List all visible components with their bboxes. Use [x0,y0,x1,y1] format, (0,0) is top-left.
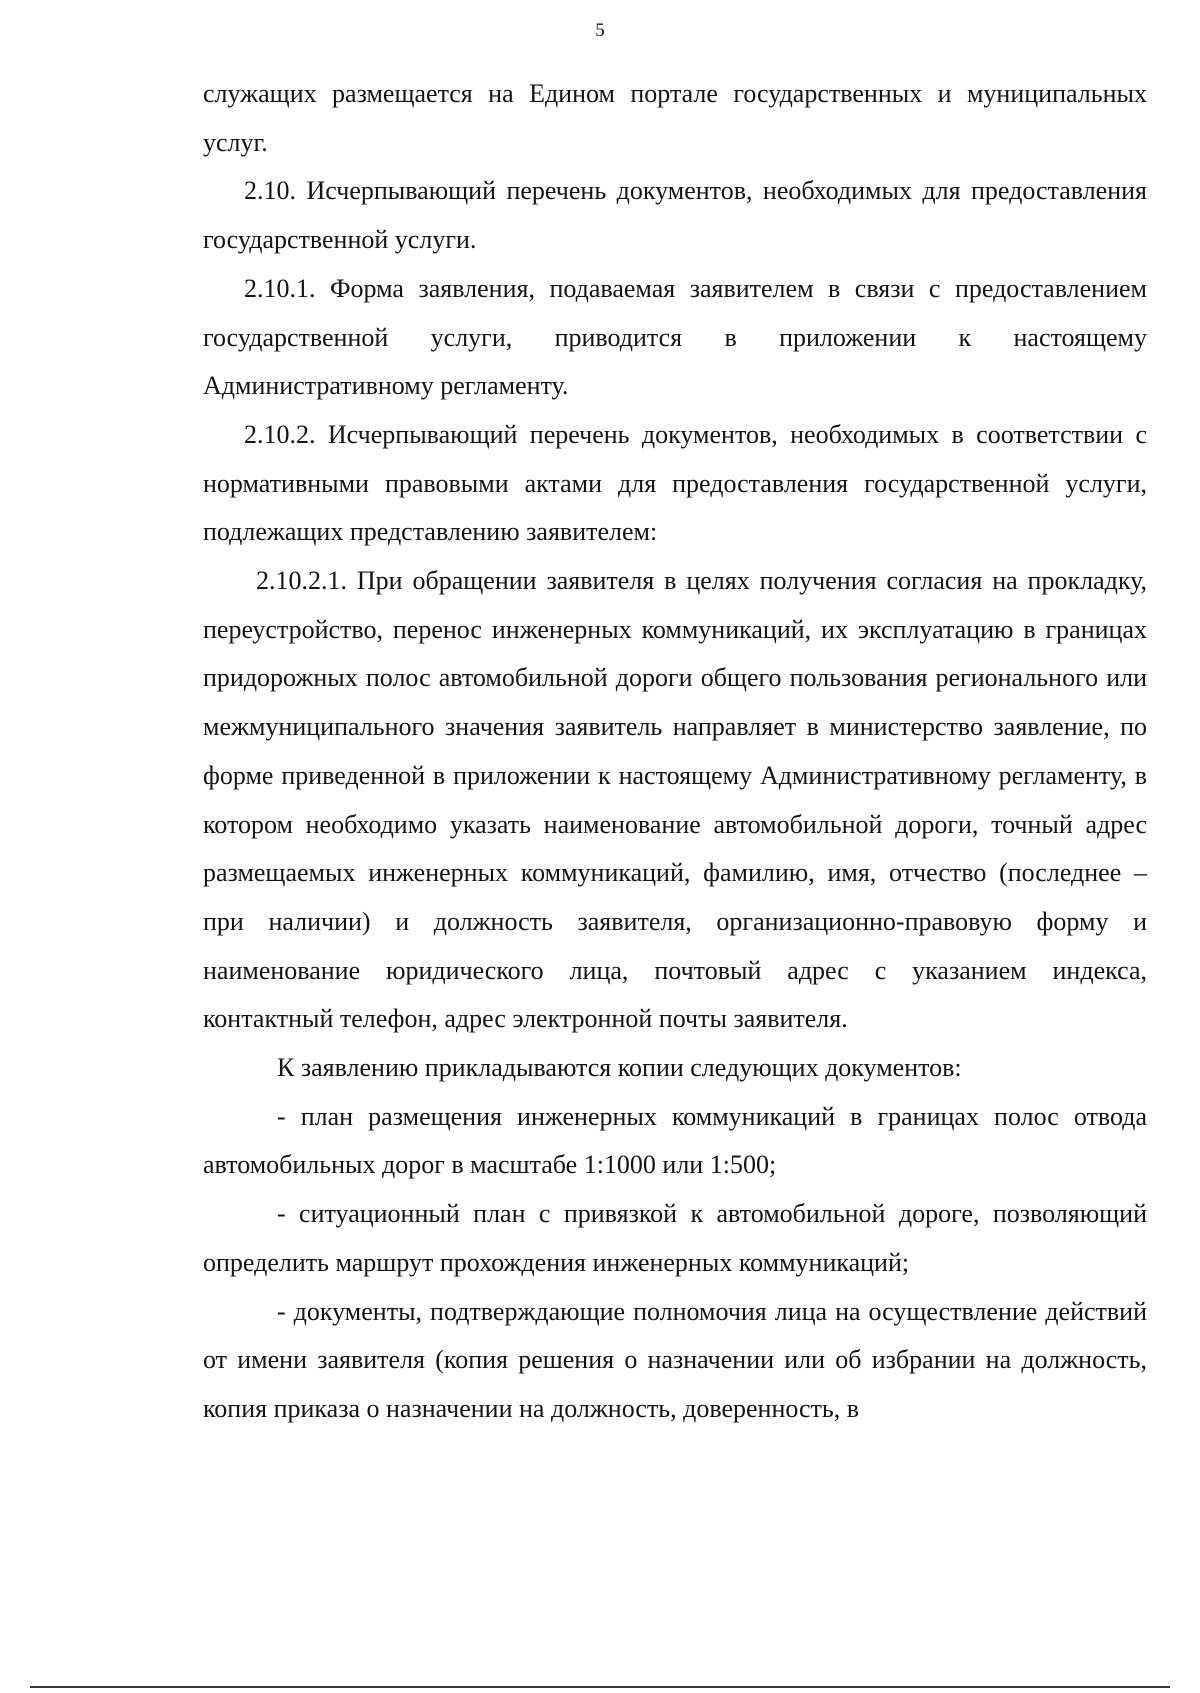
page-number: 5 [595,20,605,41]
document-body [203,70,1147,1434]
bottom-rule [30,1686,1170,1688]
paragraph-2-10: 2.10. Исчерпывающий перечень документов, необходимых для предоставления государственной услуги. [203,176,1147,255]
list-item-situational-plan: - ситуационный план с привязкой к автомобильной дороге, позволяющий определить маршрут прохождения инженерных коммуникаций; [203,1199,1147,1277]
paragraph-2-10-2-1: 2.10.2.1. При обращении заявителя в целях получения согласия на прокладку, переустройство, перенос инженерных коммуникаций, их эксплуатацию в границах придорожных полос автомобильной дороги общего пользования регионального или межмуниципального значения заявитель направляет в министерство заявление, по форме приведенной в приложении к настоящему Административному регламенту, в котором необходимо указать наименование автомобильной дороги, точный адрес размещаемых инженерных коммуникаций, фамилию, имя, отчество (последнее – при наличии) и должность заявителя, организационно-правовую форму и наименование юридического лица, почтовый адрес с указанием индекса, контактный телефон, адрес электронной почты заявителя. [203,566,1147,1034]
paragraph-continuation: служащих размещается на Едином портале государственных и муниципальных услуг. [203,79,1147,157]
list-item-plan: - план размещения инженерных коммуникаций в границах полос отвода автомобильных дорог в масштабе 1:1000 или 1:500; [203,1101,1147,1180]
list-item-authority-documents: - документы, подтверждающие полномочия лица на осуществление действий от имени заявителя (копия решения о назначении или об избрании на должность, копия приказа о назначении на должность, доверенность, в [203,1296,1147,1423]
attachments-intro: К заявлению прикладываются копии следующих документов: [277,1053,962,1083]
paragraph-2-10-1: 2.10.1. Форма заявления, подаваемая заявителем в связи с предоставлением государственной услуги, приводится в приложении к настоящему Административному регламенту. [203,273,1147,401]
paragraph-2-10-2: 2.10.2. Исчерпывающий перечень документов, необходимых в соответствии с нормативными правовыми актами для предоставления государственной услуги, подлежащих представлению заявителем: [203,419,1147,547]
